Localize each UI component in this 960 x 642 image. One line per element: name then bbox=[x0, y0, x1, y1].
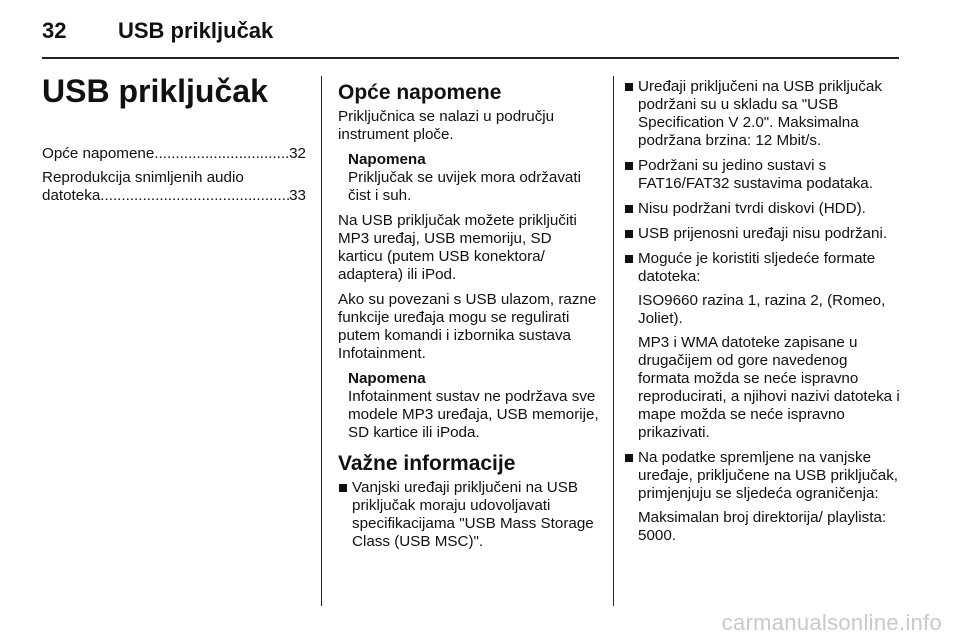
toc-leader-dots bbox=[100, 187, 289, 205]
toc-entry[interactable] bbox=[42, 169, 306, 205]
toc-label: datoteka bbox=[42, 187, 101, 204]
toc-page-number: 33 bbox=[289, 187, 306, 204]
toc-line bbox=[42, 169, 306, 187]
column-divider-left bbox=[321, 76, 322, 606]
note-keep-clean bbox=[348, 151, 600, 205]
list-item-text: Uređaji priključeni na USB priključak podržani su u skladu sa "USB Specification V 2.0". Maksimalna podržana brzina: 12 Mbit/s. bbox=[638, 78, 882, 149]
note-compatibility bbox=[348, 370, 600, 442]
column-important-cont bbox=[624, 72, 902, 552]
important-list-continued bbox=[624, 78, 902, 545]
list-item-text: USB prijenosni uređaji nisu podržani. bbox=[638, 225, 888, 242]
list-item-text: Nisu podržani tvrdi diskovi (HDD). bbox=[638, 200, 866, 217]
note-text: Infotainment sustav ne podržava sve modele MP3 uređaja, USB memorije, SD kartice ili iPoda. bbox=[348, 388, 599, 441]
list-item-text: Na podatke spremljene na vanjske uređaje, priključene na USB priključak, primjenjuju se sljedeća ograničenja: bbox=[638, 449, 899, 502]
note-title: Napomena bbox=[348, 370, 426, 387]
toc-label: Opće napomene bbox=[42, 145, 155, 162]
page-number: 32 bbox=[42, 18, 67, 43]
column-general bbox=[338, 72, 600, 558]
table-of-contents bbox=[42, 145, 306, 205]
list-item bbox=[624, 200, 902, 218]
paragraph-socket-location: Priključnica se nalazi u području instrument ploče. bbox=[338, 108, 555, 143]
toc-page-number: 32 bbox=[289, 145, 306, 162]
toc-line bbox=[42, 145, 306, 163]
paragraph-functions: Ako su povezani s USB ulazom, razne funkcije uređaja mogu se regulirati putem komandi i izbornika sustava Infotainment. bbox=[338, 291, 597, 362]
list-item bbox=[624, 449, 902, 545]
header-title: USB priključak bbox=[118, 18, 274, 43]
list-item-subparagraph: ISO9660 razina 1, razina 2, (Romeo, Joliet). bbox=[638, 292, 886, 327]
section-title-important: Važne informacije bbox=[338, 452, 516, 475]
column-toc bbox=[42, 72, 306, 211]
paragraph-connectable-devices: Na USB priključak možete priključiti MP3 uređaj, USB memoriju, SD karticu (putem USB konektora/ adaptera) ili iPod. bbox=[338, 212, 577, 283]
list-item-text: Podržani su jedino sustavi s FAT16/FAT32 sustavima podataka. bbox=[638, 157, 873, 192]
list-item bbox=[624, 225, 902, 243]
important-list bbox=[338, 479, 600, 551]
list-item bbox=[624, 78, 902, 150]
toc-leader-dots bbox=[154, 145, 289, 163]
section-title-general: Opće napomene bbox=[338, 81, 502, 104]
list-item bbox=[624, 157, 902, 193]
list-item-subparagraph: Maksimalan broj direktorija/ playlista: 5000. bbox=[638, 509, 887, 544]
note-text: Priključak se uvijek mora održavati čist i suh. bbox=[348, 169, 581, 204]
chapter-title: USB priključak bbox=[42, 73, 268, 109]
watermark: carmanualsonline.info bbox=[721, 610, 942, 635]
toc-label: Reprodukcija snimljenih audio bbox=[42, 169, 244, 186]
note-title: Napomena bbox=[348, 151, 426, 168]
column-divider-right bbox=[613, 76, 614, 606]
toc-line bbox=[42, 187, 306, 205]
list-item-subparagraph: MP3 i WMA datoteke zapisane u drugačijem od gore navedenog formata možda se neće ispravno reproducirati, a njihovi nazivi datoteka i mape možda se neće ispravno prikazivati. bbox=[638, 334, 900, 441]
header-rule bbox=[42, 57, 899, 59]
list-item-text: Moguće je koristiti sljedeće formate datoteka: bbox=[638, 250, 876, 285]
toc-entry[interactable] bbox=[42, 145, 306, 163]
list-item: Vanjski uređaji priključeni na USB priključak moraju udovoljavati specifikacijama "USB Mass Storage Class (USB MSC)". bbox=[338, 479, 600, 551]
list-item bbox=[624, 250, 902, 442]
